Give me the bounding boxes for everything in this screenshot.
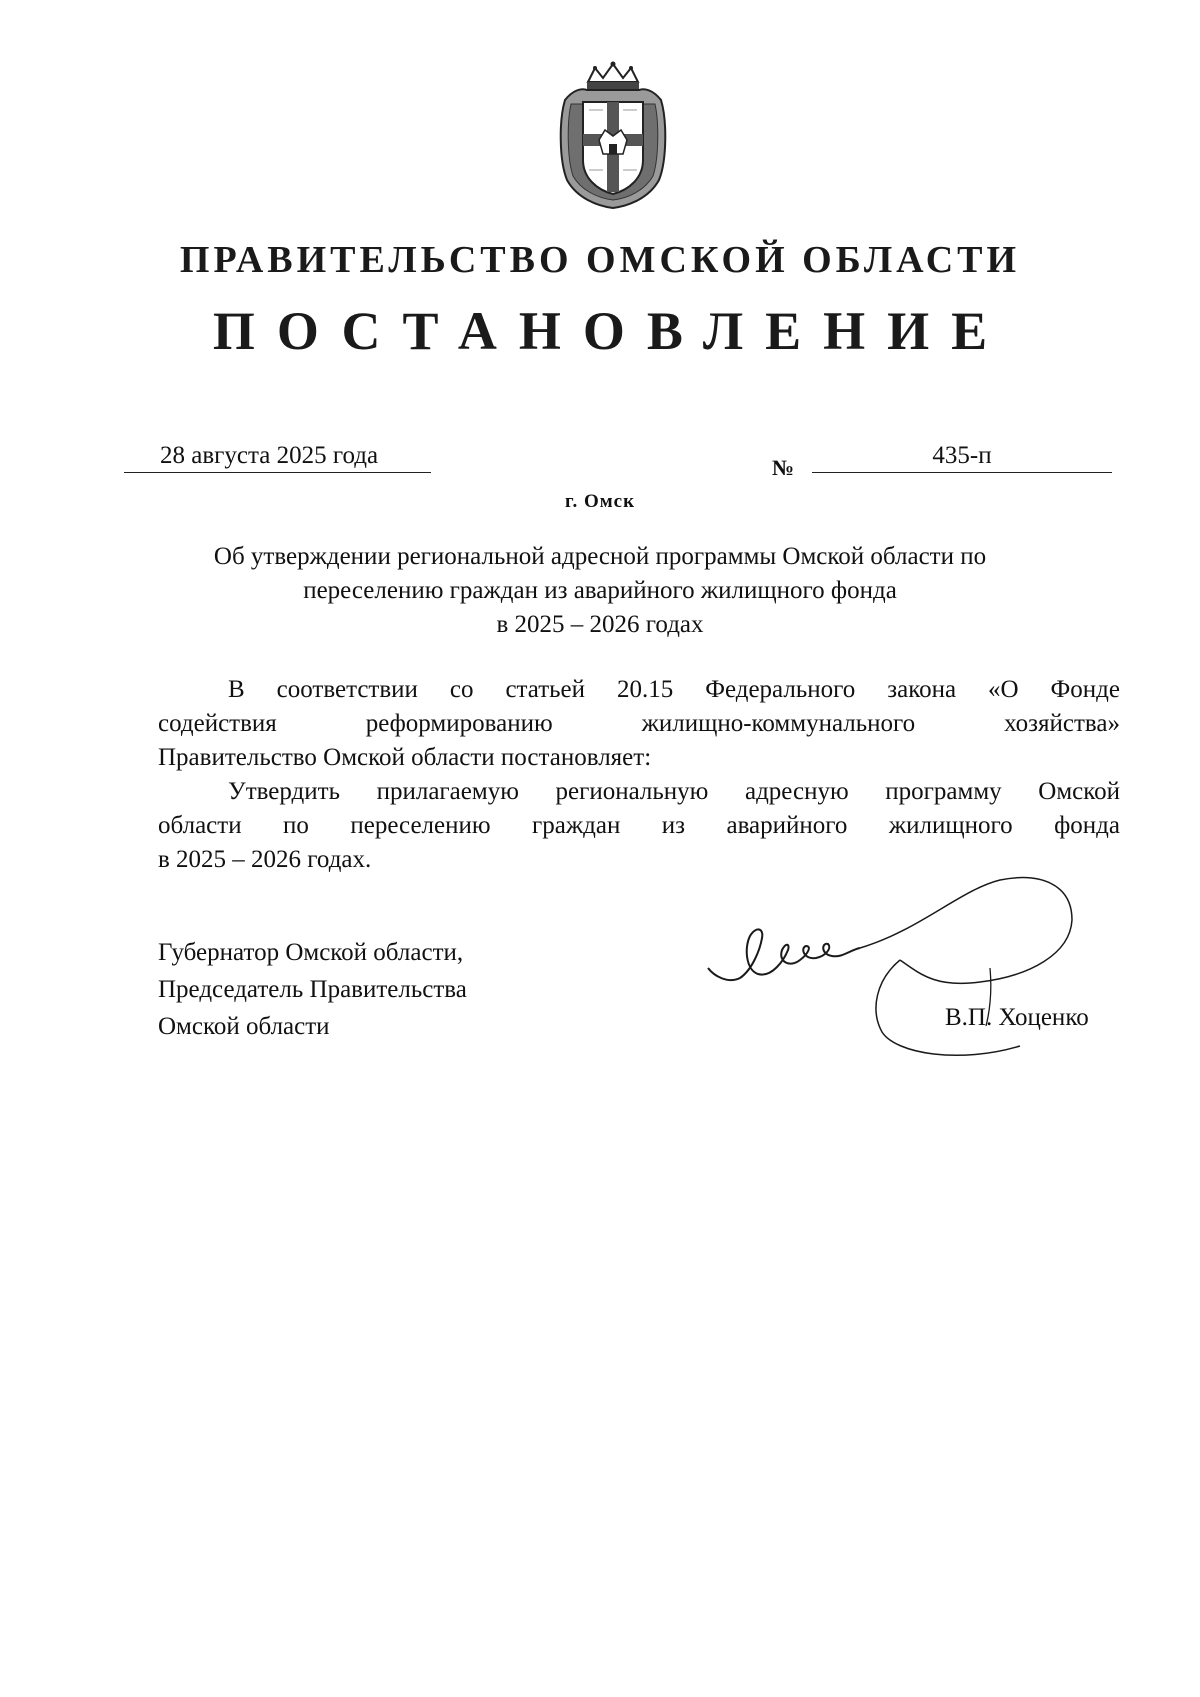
subject-line: в 2025 – 2026 годах [496,611,704,638]
coat-of-arms-emblem [553,60,673,210]
signer-name: В.П. Хоценко [945,1004,1089,1031]
signer-position-line: Губернатор Омской области, [158,939,464,966]
document-number: 435-п [812,440,1112,473]
body-line: Утвердить прилагаемую региональную адресную программу Омской [228,778,1120,805]
body-line: в 2025 – 2026 годах. [158,846,372,873]
body-paragraph-1 [158,673,1120,775]
document-date: 28 августа 2025 года [124,440,431,473]
handwritten-signature [700,850,1100,1070]
signer-position-line: Председатель Правительства [158,976,467,1003]
number-sign: № [772,455,795,480]
document-type-heading: ПОСТАНОВЛЕНИЕ [212,301,1010,361]
signer-position-line: Омской области [158,1013,330,1040]
body-line: содействия реформированию жилищно-коммунального хозяйства» [158,710,1120,737]
body-line: Правительство Омской области постановляет: [158,744,652,771]
subject-line: Об утверждении региональной адресной программы Омской области по [213,543,987,570]
document-subject [150,540,1050,642]
signer-position [158,934,467,1045]
body-line: области по переселению граждан из аварийного жилищного фонда [158,812,1120,839]
body-line: В соответствии со статьей 20.15 Федерального закона «О Фонде [228,676,1120,703]
subject-line: переселению граждан из аварийного жилищного фонда [303,577,897,604]
document-city: г. Омск [564,491,636,512]
government-title: ПРАВИТЕЛЬСТВО ОМСКОЙ ОБЛАСТИ [179,239,1021,281]
